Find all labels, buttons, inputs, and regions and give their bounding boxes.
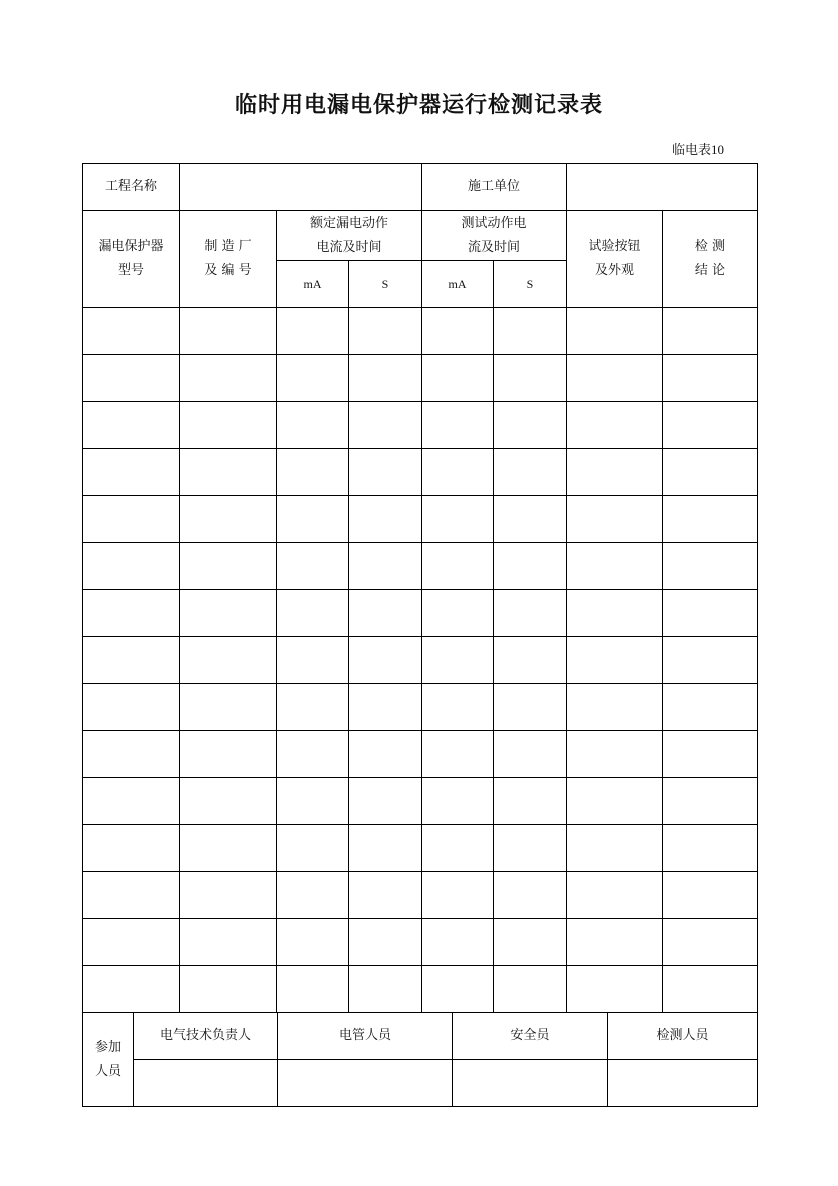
record-row	[83, 637, 758, 684]
cell-manufacturer[interactable]	[180, 308, 277, 355]
cell-test-ma[interactable]	[422, 919, 494, 966]
cell-test-s[interactable]	[494, 543, 567, 590]
cell-rated-ma[interactable]	[277, 308, 349, 355]
col-result-header	[663, 211, 758, 308]
cell-test-ma[interactable]	[422, 308, 494, 355]
sign-electrical-manager[interactable]	[278, 1060, 453, 1107]
cell-test-s[interactable]	[494, 778, 567, 825]
cell-result[interactable]	[663, 308, 758, 355]
cell-button-appearance[interactable]	[567, 919, 663, 966]
cell-test-ma[interactable]	[422, 402, 494, 449]
cell-rated-ma[interactable]	[277, 402, 349, 449]
cell-manufacturer[interactable]	[180, 684, 277, 731]
cell-model[interactable]	[83, 919, 180, 966]
cell-result[interactable]	[663, 825, 758, 872]
project-name-label: 工程名称	[83, 164, 180, 211]
cell-rated-s[interactable]	[349, 496, 422, 543]
col-model-line2: 型号	[117, 263, 144, 278]
cell-rated-s[interactable]	[349, 966, 422, 1013]
participants-label-line1: 参加	[94, 1039, 121, 1055]
rated-ma-unit: mA	[277, 261, 349, 308]
cell-result[interactable]	[663, 919, 758, 966]
cell-manufacturer[interactable]	[180, 402, 277, 449]
record-row	[83, 590, 758, 637]
cell-result[interactable]	[663, 966, 758, 1013]
col-result-line1: 检 测	[694, 239, 726, 254]
cell-button-appearance[interactable]	[567, 590, 663, 637]
cell-manufacturer[interactable]	[180, 543, 277, 590]
project-name-field[interactable]	[180, 164, 422, 211]
cell-test-s[interactable]	[494, 825, 567, 872]
cell-manufacturer[interactable]	[180, 731, 277, 778]
cell-rated-s[interactable]	[349, 778, 422, 825]
cell-manufacturer[interactable]	[180, 872, 277, 919]
cell-button-appearance[interactable]	[567, 731, 663, 778]
cell-result[interactable]	[663, 778, 758, 825]
cell-model[interactable]	[83, 872, 180, 919]
record-row	[83, 308, 758, 355]
cell-test-s[interactable]	[494, 496, 567, 543]
role-electrical-lead: 电气技术负责人	[134, 1013, 278, 1060]
cell-button-appearance[interactable]	[567, 402, 663, 449]
cell-button-appearance[interactable]	[567, 966, 663, 1013]
record-row	[83, 825, 758, 872]
cell-rated-s[interactable]	[349, 355, 422, 402]
col-rated-line1: 额定漏电动作	[309, 215, 388, 231]
col-manufacturer-header	[180, 211, 277, 308]
cell-model[interactable]	[83, 402, 180, 449]
cell-rated-s[interactable]	[349, 637, 422, 684]
record-row	[83, 919, 758, 966]
cell-rated-s[interactable]	[349, 825, 422, 872]
col-button-line2: 及外观	[594, 263, 634, 278]
participants-sign-row	[83, 1060, 758, 1107]
cell-manufacturer[interactable]	[180, 449, 277, 496]
construction-unit-label: 施工单位	[422, 164, 567, 211]
participants-role-row	[83, 1013, 758, 1060]
cell-test-ma[interactable]	[422, 684, 494, 731]
record-row	[83, 872, 758, 919]
record-row	[83, 543, 758, 590]
col-button-line1: 试验按钮	[588, 239, 641, 254]
cell-result[interactable]	[663, 872, 758, 919]
cell-test-s[interactable]	[494, 872, 567, 919]
cell-button-appearance[interactable]	[567, 778, 663, 825]
cell-result[interactable]	[663, 402, 758, 449]
cell-rated-ma[interactable]	[277, 590, 349, 637]
cell-model[interactable]	[83, 308, 180, 355]
col-rated-line2: 电流及时间	[316, 239, 382, 255]
cell-rated-ma[interactable]	[277, 543, 349, 590]
cell-test-ma[interactable]	[422, 731, 494, 778]
record-row	[83, 684, 758, 731]
header-info-row	[83, 164, 758, 211]
col-button-header	[567, 211, 663, 308]
cell-test-s[interactable]	[494, 919, 567, 966]
cell-result[interactable]	[663, 543, 758, 590]
col-manufacturer-line2: 及 编 号	[204, 263, 252, 278]
cell-rated-ma[interactable]	[277, 778, 349, 825]
cell-rated-s[interactable]	[349, 590, 422, 637]
cell-model[interactable]	[83, 966, 180, 1013]
col-result-line2: 结 论	[694, 263, 726, 278]
cell-rated-s[interactable]	[349, 872, 422, 919]
form-code-number: 10	[711, 142, 725, 157]
role-safety-officer: 安全员	[453, 1013, 608, 1060]
cell-button-appearance[interactable]	[567, 308, 663, 355]
record-row	[83, 449, 758, 496]
cell-rated-ma[interactable]	[277, 825, 349, 872]
cell-model[interactable]	[83, 778, 180, 825]
cell-result[interactable]	[663, 731, 758, 778]
col-model-line1: 漏电保护器	[98, 239, 164, 254]
cell-test-s[interactable]	[494, 684, 567, 731]
sign-inspector[interactable]	[608, 1060, 758, 1107]
cell-model[interactable]	[83, 496, 180, 543]
cell-model[interactable]	[83, 637, 180, 684]
rated-s-unit: S	[349, 261, 422, 308]
column-header-row	[83, 211, 758, 261]
cell-button-appearance[interactable]	[567, 825, 663, 872]
role-electrical-manager: 电管人员	[278, 1013, 453, 1060]
cell-model[interactable]	[83, 731, 180, 778]
test-ma-unit: mA	[422, 261, 494, 308]
cell-rated-ma[interactable]	[277, 355, 349, 402]
cell-manufacturer[interactable]	[180, 590, 277, 637]
form-code	[672, 139, 752, 158]
cell-test-s[interactable]	[494, 637, 567, 684]
record-row	[83, 496, 758, 543]
cell-test-s[interactable]	[494, 966, 567, 1013]
cell-result[interactable]	[663, 590, 758, 637]
participants-label	[83, 1013, 134, 1107]
cell-model[interactable]	[83, 355, 180, 402]
cell-test-ma[interactable]	[422, 590, 494, 637]
cell-rated-ma[interactable]	[277, 919, 349, 966]
record-row	[83, 355, 758, 402]
record-row	[83, 778, 758, 825]
cell-result[interactable]	[663, 496, 758, 543]
form-title: 临时用电漏电保护器运行检测记录表	[234, 93, 603, 118]
record-row	[83, 731, 758, 778]
cell-button-appearance[interactable]	[567, 872, 663, 919]
cell-rated-ma[interactable]	[277, 966, 349, 1013]
cell-test-ma[interactable]	[422, 543, 494, 590]
cell-test-ma[interactable]	[422, 872, 494, 919]
cell-rated-s[interactable]	[349, 402, 422, 449]
construction-unit-field[interactable]	[567, 164, 758, 211]
cell-model[interactable]	[83, 825, 180, 872]
cell-rated-ma[interactable]	[277, 637, 349, 684]
cell-button-appearance[interactable]	[567, 637, 663, 684]
test-s-unit: S	[494, 261, 567, 308]
role-inspector: 检测人员	[608, 1013, 758, 1060]
cell-button-appearance[interactable]	[567, 684, 663, 731]
col-model-header	[83, 211, 180, 308]
cell-test-s[interactable]	[494, 402, 567, 449]
cell-button-appearance[interactable]	[567, 355, 663, 402]
col-manufacturer-line1: 制 造 厂	[204, 239, 252, 254]
cell-test-ma[interactable]	[422, 449, 494, 496]
col-test-header	[422, 211, 567, 261]
participants-label-line2: 人员	[94, 1063, 121, 1079]
cell-button-appearance[interactable]	[567, 543, 663, 590]
cell-rated-ma[interactable]	[277, 731, 349, 778]
cell-manufacturer[interactable]	[180, 496, 277, 543]
cell-model[interactable]	[83, 449, 180, 496]
cell-rated-s[interactable]	[349, 731, 422, 778]
cell-test-s[interactable]	[494, 731, 567, 778]
col-rated-header	[277, 211, 422, 261]
cell-test-s[interactable]	[494, 355, 567, 402]
record-row	[83, 966, 758, 1013]
cell-rated-s[interactable]	[349, 449, 422, 496]
cell-rated-ma[interactable]	[277, 449, 349, 496]
cell-rated-ma[interactable]	[277, 872, 349, 919]
cell-manufacturer[interactable]	[180, 825, 277, 872]
cell-rated-s[interactable]	[349, 684, 422, 731]
cell-test-s[interactable]	[494, 449, 567, 496]
cell-test-ma[interactable]	[422, 637, 494, 684]
cell-manufacturer[interactable]	[180, 355, 277, 402]
col-test-line1: 测试动作电	[461, 215, 527, 231]
cell-model[interactable]	[83, 684, 180, 731]
form-code-prefix: 临电表	[672, 143, 712, 158]
cell-test-ma[interactable]	[422, 778, 494, 825]
cell-result[interactable]	[663, 449, 758, 496]
cell-manufacturer[interactable]	[180, 637, 277, 684]
participants-table	[82, 1012, 758, 1107]
cell-test-s[interactable]	[494, 590, 567, 637]
cell-test-ma[interactable]	[422, 825, 494, 872]
cell-rated-s[interactable]	[349, 919, 422, 966]
cell-test-ma[interactable]	[422, 355, 494, 402]
cell-button-appearance[interactable]	[567, 496, 663, 543]
cell-rated-ma[interactable]	[277, 496, 349, 543]
cell-manufacturer[interactable]	[180, 966, 277, 1013]
cell-model[interactable]	[83, 543, 180, 590]
cell-button-appearance[interactable]	[567, 449, 663, 496]
cell-rated-s[interactable]	[349, 308, 422, 355]
cell-result[interactable]	[663, 637, 758, 684]
cell-manufacturer[interactable]	[180, 778, 277, 825]
record-table	[82, 163, 758, 1013]
cell-result[interactable]	[663, 355, 758, 402]
cell-rated-s[interactable]	[349, 543, 422, 590]
cell-rated-ma[interactable]	[277, 684, 349, 731]
cell-model[interactable]	[83, 590, 180, 637]
cell-test-ma[interactable]	[422, 966, 494, 1013]
cell-manufacturer[interactable]	[180, 919, 277, 966]
cell-test-s[interactable]	[494, 308, 567, 355]
record-row	[83, 402, 758, 449]
sign-safety-officer[interactable]	[453, 1060, 608, 1107]
col-test-line2: 流及时间	[467, 239, 520, 255]
cell-result[interactable]	[663, 684, 758, 731]
sign-electrical-lead[interactable]	[134, 1060, 278, 1107]
cell-test-ma[interactable]	[422, 496, 494, 543]
